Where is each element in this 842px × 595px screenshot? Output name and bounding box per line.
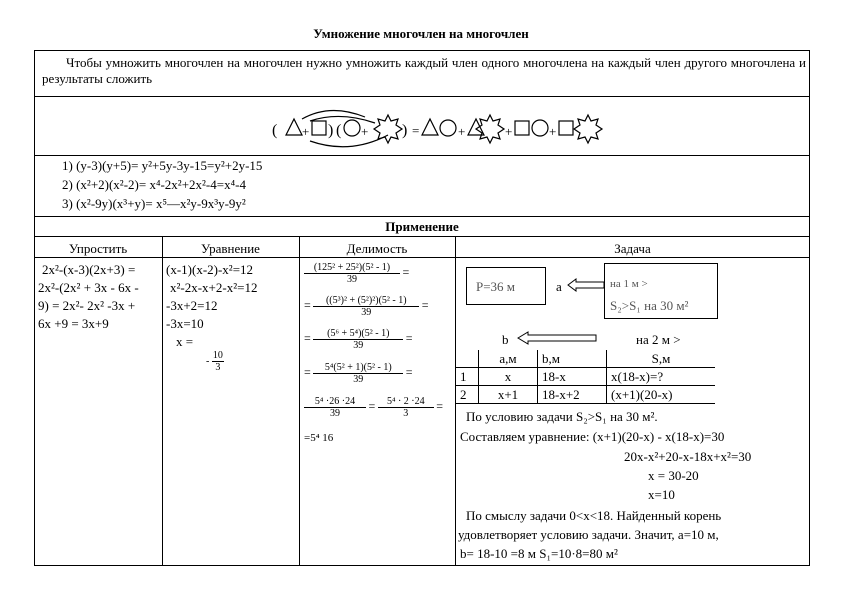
divider <box>34 155 810 156</box>
task-line: 20x-x²+20-x-18x+x²=30 <box>624 449 752 464</box>
column-divider <box>162 236 163 566</box>
rule-text: Чтобы умножить многочлен на многочлен нужно умножить каждый член одного многочлена на каждый член другого многочлена и результаты сложить <box>42 55 806 86</box>
svg-text:+: + <box>361 124 369 139</box>
simplify-line: 2x²-(2x² + 3x - 6x - <box>38 280 139 295</box>
condition-note-3: на 2 м > <box>636 332 681 347</box>
divider <box>34 96 810 97</box>
divider <box>34 216 810 217</box>
equation-line: -3x+2=12 <box>166 298 218 313</box>
svg-text:): ) <box>328 122 334 139</box>
divisibility-step-2: = $\frac{\text{((5³)² + (5²)²)(5² - 1)}}{39}$ = <box>304 295 429 318</box>
table-cell: S,м <box>607 350 716 368</box>
table-row <box>456 368 715 386</box>
equation-line: -3x=10 <box>166 316 204 331</box>
table-cell: 18-x <box>538 368 607 386</box>
simplify-line: 9) = 2x²- 2x² -3x + <box>38 298 136 313</box>
divisibility-step-3: = $\frac{\text{(5⁶ + 5⁴)(5² - 1)}}{39}$ = <box>304 328 413 351</box>
column-header-simplify: Упростить <box>68 241 128 256</box>
table-cell: 18-x+2 <box>538 386 607 404</box>
table-cell: 2 <box>460 386 467 402</box>
equation-line: x²-2x-x+2-x²=12 <box>170 280 258 295</box>
divisibility-step-1: $\frac{\text{(125² + 25²)(5² - 1)}}{39}$ = <box>304 262 409 285</box>
table-header-row <box>456 350 715 368</box>
table-row <box>456 386 715 404</box>
task-line: удовлетворяет условию задачи. Значит, a=10 м, <box>458 527 719 542</box>
example-3: 3) (x²-9y)(x³+y)= x⁵—x²y-9x³y-9y² <box>62 196 246 211</box>
divisibility-result: =5⁴ 16 <box>304 432 334 444</box>
example-2: 2) (x²+2)(x²-2)= x⁴-2x²+2x²-4=x⁴-4 <box>62 177 246 192</box>
column-header-task: Задача <box>614 241 651 256</box>
arrow-left-icon <box>566 278 606 292</box>
task-line: x = 30-20 <box>648 468 699 483</box>
condition-note-2: S₂>S₁ на 30 м² <box>610 298 689 313</box>
svg-text:+: + <box>302 124 310 139</box>
svg-text:+: + <box>458 124 466 139</box>
table-cell: x(18-x)=? <box>607 368 716 386</box>
column-header-divisibility: Делимость <box>346 241 408 256</box>
condition-note-1: на 1 м > <box>610 278 648 290</box>
equation-content <box>166 261 257 351</box>
table-cell: a,м <box>479 350 538 368</box>
section-heading: Применение <box>385 219 459 234</box>
svg-text:(: ( <box>272 122 278 139</box>
task-line: По смыслу задачи 0<x<18. Найденный корень <box>466 508 722 523</box>
simplify-content <box>38 261 139 333</box>
simplify-line: 2x²-(x-3)(2x+3) = <box>42 262 136 277</box>
page-title: Умножение многочлен на многочлен <box>313 26 529 41</box>
svg-text:(: ( <box>336 122 342 139</box>
divider <box>34 236 810 237</box>
divisibility-step-4: = $\frac{\text{5⁴(5² + 1)(5² - 1)}}{39}$ = <box>304 362 413 385</box>
table-cell: x <box>479 368 538 386</box>
task-line: Составляем уравнение: (x+1)(20-x) - x(18-x)=30 <box>460 429 725 444</box>
divider <box>34 257 810 258</box>
table-cell: x+1 <box>479 386 538 404</box>
table-cell: 1 <box>460 368 467 384</box>
task-line: b= 18-10 =8 м S₁=10·8=80 м² <box>460 546 618 561</box>
equation-line: (x-1)(x-2)-x²=12 <box>166 262 254 277</box>
equation-fraction: - $\frac{10}{3}$ <box>206 350 223 373</box>
column-header-equation: Уравнение <box>201 241 260 256</box>
equation-line: x = <box>176 334 194 349</box>
divisibility-step-5: $\frac{\text{5⁴ ·26 ·24}}{39}$ = $\frac{\text{5⁴ · 2 ·24}}{3}$ = <box>304 396 443 419</box>
shapes-diagram <box>270 105 610 153</box>
svg-text:=: = <box>412 123 420 138</box>
perimeter-label: P=36 м <box>476 279 516 294</box>
task-line: x=10 <box>648 487 675 502</box>
table-cell <box>456 350 479 368</box>
side-b-label: b <box>502 332 509 347</box>
task-table <box>456 350 715 404</box>
table-cell: b,м <box>538 350 607 368</box>
simplify-line: 6x +9 = 3x+9 <box>38 316 109 331</box>
table-cell: (x+1)(20-x) <box>607 386 716 404</box>
side-a-label: a <box>556 279 562 294</box>
task-line: По условию задачи S₂>S₁ на 30 м². <box>466 409 658 424</box>
svg-text:): ) <box>402 122 408 139</box>
svg-text:+: + <box>505 124 513 139</box>
svg-text:+: + <box>549 124 557 139</box>
column-divider <box>299 236 300 566</box>
arrow-left-icon <box>516 331 598 345</box>
example-1: 1) (y-3)(y+5)= y²+5y-3y-15=y²+2y-15 <box>62 158 263 173</box>
